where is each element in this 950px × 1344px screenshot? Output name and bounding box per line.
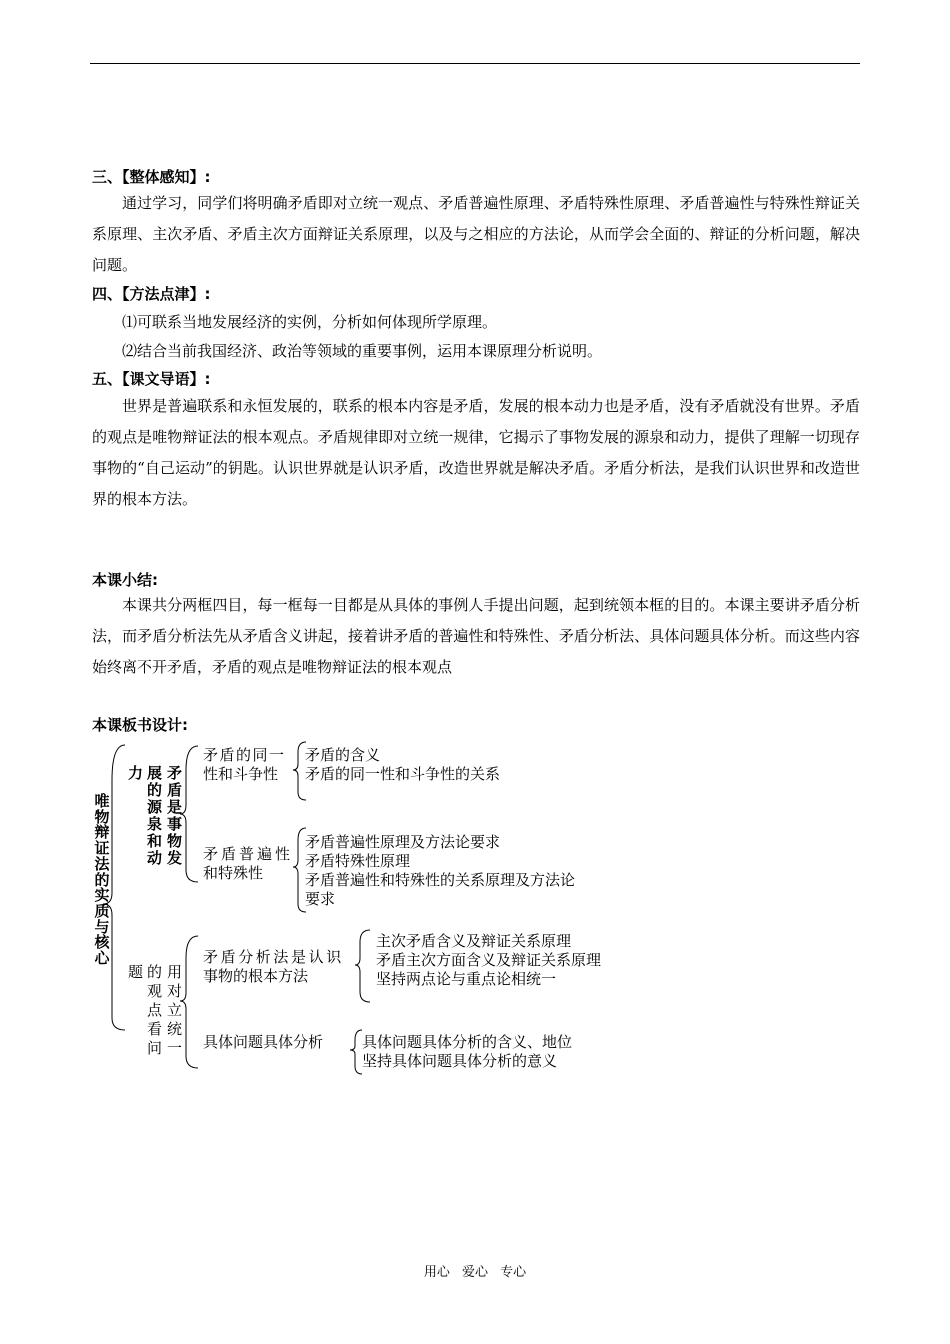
topic-concrete-analysis: 具体问题具体分析 <box>203 1033 324 1051</box>
topic-universality-line2: 和特殊性 <box>203 864 264 882</box>
branch2-col3: 题 <box>127 963 143 981</box>
brace-b1t1 <box>293 742 306 800</box>
section3-heading: 三、【整体感知】: <box>92 168 211 186</box>
summary-text: 本课共分两框四目，每一框每一目都是从具体的事例人手提出问题，起到统领本框的目的。本课主要讲矛盾分析法，而矛盾分析法先从矛盾含义讲起，接着讲矛盾的普遍性和特殊性、矛盾分析法、具体问题具体分析。而这些内容始终离不开矛盾，矛盾的观点是唯物辩证法的根本观点 <box>92 596 860 676</box>
section4-heading: 四、【方法点津】: <box>92 285 211 303</box>
item-b2t2-0: 具体问题具体分析的含义、地位 <box>362 1033 573 1051</box>
brace-branch1 <box>180 746 198 882</box>
brace-b1t2 <box>293 828 306 912</box>
item-b1t1-0: 矛盾的含义 <box>305 746 381 764</box>
brace-b2t2 <box>350 1030 362 1074</box>
branch1-col1: 矛盾是事物发 <box>166 764 182 867</box>
section4-item1: ⑴可联系当地发展经济的实例，分析如何体现所学原理。 <box>122 313 498 331</box>
branch2-col2: 的观点看问 <box>146 963 162 1057</box>
item-b1t2-1: 矛盾特殊性原理 <box>305 852 411 870</box>
item-b1t1-1: 矛盾的同一性和斗争性的关系 <box>305 765 501 783</box>
topic-analysis-line1: 矛盾分析法是认识 <box>203 948 344 966</box>
item-b1t2-2: 矛盾普遍性和特殊性的关系原理及方法论 <box>305 871 576 889</box>
topic-universality-line1: 矛盾普遍性 <box>203 845 294 863</box>
brace-root <box>103 745 125 1030</box>
board-root: 唯物辩证法的实质与核心 <box>94 792 110 968</box>
branch2-col1: 用对立统一 <box>166 963 182 1057</box>
brace-b2t1 <box>355 930 370 1002</box>
summary-heading: 本课小结: <box>92 571 158 589</box>
item-b2t2-1: 坚持具体问题具体分析的意义 <box>362 1052 558 1070</box>
topic-analysis-line2: 事物的根本方法 <box>203 967 309 985</box>
brace-branch2 <box>180 936 198 1068</box>
section5-text: 世界是普遍联系和永恒发展的，联系的根本内容是矛盾，发展的根本动力也是矛盾，没有矛盾就没有世界。矛盾的观点是唯物辩证法的根本观点。矛盾规律即对立统一规律，它揭示了事物发展的源泉和动力，提供了理解一切现存事物的“自己运动”的钥匙。认识世界就是认识矛盾，改造世界就是解决矛盾。矛盾分析法，是我们认识世界和改造世界的根本方法。 <box>92 397 860 508</box>
topic-unity-struggle-line1: 矛盾的同一 <box>203 746 286 764</box>
section5-heading: 五、【课文导语】: <box>92 370 211 388</box>
topic-unity-struggle-line2: 性和斗争性 <box>203 765 279 783</box>
item-b1t2-3: 要求 <box>305 890 336 908</box>
section3-text: 通过学习，同学们将明确矛盾即对立统一观点、矛盾普遍性原理、矛盾特殊性原理、矛盾普遍性与特殊性辩证关系原理、主次矛盾、矛盾主次方面辩证关系原理，以及与之相应的方法论，从而学会全面的、辩证的分析问题，解决问题。 <box>92 194 860 274</box>
branch1-col3: 力 <box>127 764 143 782</box>
item-b2t1-1: 矛盾主次方面含义及辩证关系原理 <box>376 951 602 969</box>
section4-item2: ⑵结合当前我国经济、政治等领域的重要事例，运用本课原理分析说明。 <box>122 342 603 360</box>
branch1-col2: 展的源泉和动 <box>146 764 162 867</box>
board-heading: 本课板书设计: <box>92 716 188 734</box>
page-footer: 用心 爱心 专心 <box>423 1265 527 1280</box>
item-b2t1-2: 坚持两点论与重点论相统一 <box>376 970 557 988</box>
item-b2t1-0: 主次矛盾含义及辩证关系原理 <box>376 932 572 950</box>
item-b1t2-0: 矛盾普遍性原理及方法论要求 <box>305 833 501 851</box>
